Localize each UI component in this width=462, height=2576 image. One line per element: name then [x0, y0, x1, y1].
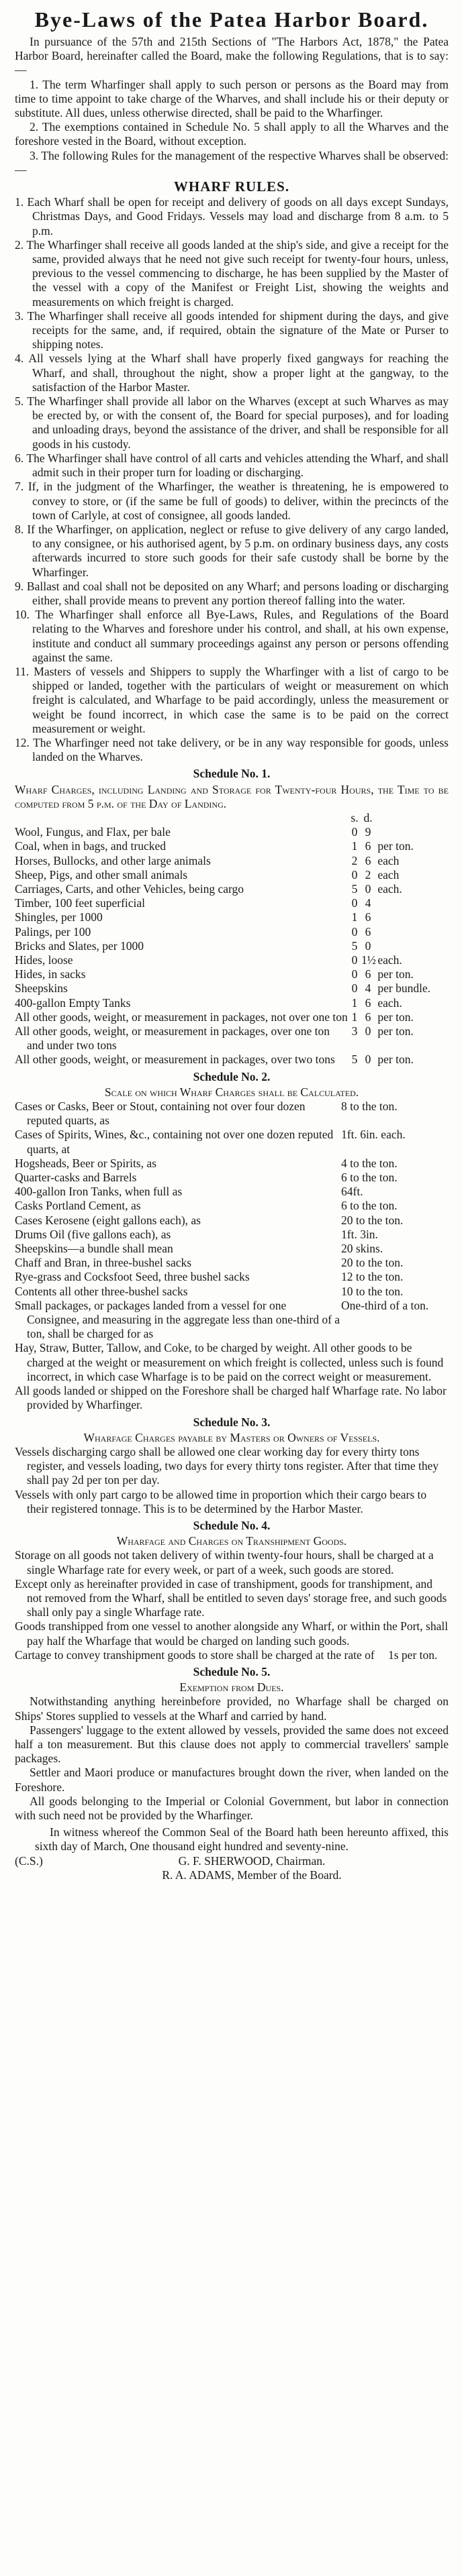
schedule-1-table	[15, 825, 449, 1067]
schedule-2-equivalent: 6 to the ton.	[341, 1171, 398, 1185]
schedule-1-item: Coal, when in bags, and trucked	[15, 839, 167, 853]
schedule-2-equivalent: 1ft. 3in.	[341, 1227, 378, 1241]
schedule-1-item: Sheepskins	[15, 981, 68, 996]
schedule-2-intro: Scale on which Wharf Charges shall be Calculated.	[104, 1085, 359, 1099]
schedule-1-row	[15, 1010, 449, 1024]
pence-value: 9	[365, 825, 371, 839]
wharf-rule: 9. Ballast and coal shall not be deposited on any Wharf; and persons loading or discharging either, shall provide means to prevent any portion thereof falling into the water.	[15, 579, 449, 607]
shillings-value: 5	[351, 881, 358, 896]
schedule-1-row	[15, 953, 449, 967]
schedule-2-equivalent: 1ft. 6in. each.	[341, 1128, 406, 1142]
cartage-row	[15, 1648, 449, 1662]
shillings-value: 0	[351, 967, 358, 981]
schedule-2-equivalent: 6 to the ton.	[341, 1199, 398, 1213]
regulation-1: 1. The term Wharfinger shall apply to such person or persons as the Board may from time to time appoint to take charge of the Wharves, and shall include his or their deputy or substitute. All dues, unless otherwise directed, shall be paid to the Wharfinger.	[15, 77, 449, 120]
schedule-1-column-header	[15, 811, 449, 825]
schedule-2-item: Cases or Casks, Beer or Stout, containing not over four dozen reputed quarts, as	[15, 1099, 306, 1128]
schedule-4-heading: Schedule No. 4.	[193, 1518, 271, 1532]
schedule-4-para: Goods transhipped from one vessel to another alongside any Wharf, or within the Port, shall pay half the Wharfage that would be charged on landing such goods.	[15, 1619, 449, 1648]
shillings-value: 5	[351, 1053, 358, 1067]
shillings-value: 5	[351, 938, 358, 953]
shillings-value: 1	[351, 839, 358, 853]
schedule-3-heading: Schedule No. 3.	[193, 1415, 271, 1429]
charge-unit: each.	[377, 881, 402, 896]
charge-unit: per ton.	[377, 1010, 414, 1024]
schedule-2-item: Drums Oil (five gallons each), as	[15, 1227, 171, 1241]
schedule-1-row	[15, 854, 449, 868]
schedule-2-item: Contents all other three-bushel sacks	[15, 1284, 188, 1298]
shillings-value: 2	[351, 853, 358, 867]
pence-value: 6	[365, 853, 371, 867]
shillings-value: 0	[351, 825, 358, 839]
regulation-3: 3. The following Rules for the management of the respective Wharves shall be observed:—	[15, 148, 449, 176]
schedule-2-equivalent: One-third of a ton.	[341, 1298, 429, 1312]
schedule-5-heading: Schedule No. 5.	[193, 1664, 271, 1678]
pence-value: 6	[365, 910, 371, 924]
wharf-rule: 8. If the Wharfinger, on application, neglect or refuse to give delivery of any cargo landed, to any consignee, or his authorised agent, by 5 p.m. on ordinary business days, any costs afterwards incurred to store such goods for their safe custody shall be borne by the Wharfinger.	[15, 522, 449, 579]
schedule-4-intro: Wharfage and Charges on Transhipment Goods.	[116, 1534, 347, 1548]
schedule-1-row	[15, 967, 449, 981]
schedule-5-para: All goods belonging to the Imperial or Colonial Government, but labor in connection with such need not be provided by the Wharfinger.	[15, 1794, 449, 1822]
schedule-1-item: All other goods, weight, or measurement in packages, over one ton and under two tons	[15, 1024, 330, 1053]
schedule-1-heading: Schedule No. 1.	[193, 767, 271, 781]
pence-value: 0	[365, 1053, 371, 1067]
signature-block	[15, 1854, 449, 1868]
schedule-1-row	[15, 981, 449, 996]
schedule-5-para: Notwithstanding anything hereinbefore provided, no Wharfage shall be charged on Ships' Stores supplied to vessels at the Wharf and carried by hand.	[15, 1695, 449, 1723]
schedule-1-row	[15, 939, 449, 953]
shillings-value: 3	[351, 1024, 358, 1038]
pence-value: 0	[365, 881, 371, 896]
shillings-header: s.	[351, 810, 359, 824]
pence-value: 6	[365, 839, 371, 853]
schedule-1-item: All other goods, weight, or measurement in packages, not over one ton	[15, 1010, 348, 1024]
shillings-value: 1	[351, 996, 358, 1010]
schedule-1-intro: Wharf Charges, including Landing and Storage for Twenty-four Hours, the Time to be computed from 5 p.m. of the Day of Landing.	[15, 782, 449, 810]
pence-value: 1½	[361, 953, 376, 967]
preamble: In pursuance of the 57th and 215th Sections of "The Harbors Act, 1878," the Patea Harbor Board, hereinafter called the Board, make the following Regulations, that is to say:—	[15, 35, 449, 77]
pence-value: 4	[365, 981, 371, 996]
schedule-4-para: Except only as hereinafter provided in case of transhipment, goods for transhipment, and not removed from the Wharf, shall be entitled to seven days' storage free, and such goods shall only pay a single Wharfage rate.	[15, 1576, 447, 1619]
schedule-1-row	[15, 825, 449, 839]
schedule-2-item: Sheepskins—a bundle shall mean	[15, 1242, 173, 1256]
schedule-1-item: Hides, loose	[15, 953, 73, 967]
pence-value: 6	[365, 996, 371, 1010]
schedule-1-item: Timber, 100 feet superficial	[15, 896, 146, 910]
schedule-4-para: Storage on all goods not taken delivery of within twenty-four hours, shall be charged at a single Wharfage rate for every week, or part of a week, such goods are stored.	[15, 1548, 434, 1576]
schedule-3-para: Vessels with only part cargo to be allowed time in proportion which their cargo bears to their registered tonnage. This is to be determined by the Harbor Master.	[15, 1487, 427, 1515]
pence-value: 2	[365, 867, 371, 881]
schedule-1-item: Carriages, Carts, and other Vehicles, being cargo	[15, 881, 244, 896]
shillings-value: 0	[351, 867, 358, 881]
schedule-2-item: Quarter-casks and Barrels	[15, 1171, 137, 1185]
charge-unit: per ton.	[377, 839, 414, 853]
schedule-1-row	[15, 868, 449, 882]
charge-unit: each.	[377, 953, 402, 967]
charge-unit: each	[377, 853, 400, 867]
cartage-rate: 1s per ton.	[388, 1648, 438, 1662]
wharf-rule: 5. The Wharfinger shall provide all labor on the Wharves (except at such Wharves as may be erected by, or with the consent of, the Board for special purposes), and for loading and unloading drays, beyond the assistance of the driver, and shall be responsible for all goods in his custody.	[15, 394, 449, 451]
charge-unit: per bundle.	[377, 981, 431, 996]
schedule-2-item: Chaff and Bran, in three-bushel sacks	[15, 1256, 192, 1270]
pence-value: 6	[365, 1010, 371, 1024]
schedule-1-item: All other goods, weight, or measurement in packages, over two tons	[15, 1053, 335, 1067]
schedule-2-equivalent: 12 to the ton.	[341, 1270, 404, 1284]
pence-value: 0	[365, 1024, 371, 1038]
attestation: In witness whereof the Common Seal of the Board hath been hereunto affixed, this sixth day of March, One thousand eight hundred and seventy-nine.	[35, 1825, 449, 1854]
wharf-rule: 11. Masters of vessels and Shippers to supply the Wharfinger with a list of cargo to be shipped or landed, together with the particulars of weight or measurement on which freight is calculated, and Wharfage to be paid accordingly, unless the measurement or weight be found incorrect, in which case the same is to be paid on the correct measurement or weight.	[15, 664, 449, 735]
schedule-2-equivalent: 8 to the ton.	[341, 1099, 398, 1114]
schedule-3-intro: Wharfage Charges payable by Masters or Owners of Vessels.	[83, 1430, 380, 1444]
schedule-2-row	[15, 1185, 449, 1199]
pence-value: 6	[365, 924, 371, 938]
regulation-2: 2. The exemptions contained in Schedule No. 5 shall apply to all the Wharves and the foreshore vested in the Board, without exception.	[15, 120, 449, 148]
wharf-rule: 1. Each Wharf shall be open for receipt and delivery of goods on all days except Sundays, Christmas Days, and Good Fridays. Vessels may load and discharge from 8 a.m. to 5 p.m.	[15, 195, 449, 237]
schedule-1-row	[15, 996, 449, 1010]
schedule-2-equivalent: 20 to the ton.	[341, 1256, 404, 1270]
pence-header: d.	[363, 810, 373, 824]
shillings-value: 0	[351, 896, 358, 910]
wharf-rule: 12. The Wharfinger need not take delivery, or be in any way responsible for goods, unless landed on the Wharves.	[15, 735, 449, 764]
schedule-1-row	[15, 882, 449, 896]
schedule-2-equivalent: 4 to the ton.	[341, 1156, 398, 1170]
wharf-rule: 4. All vessels lying at the Wharf shall have properly fixed gangways for reaching the Wharf, and shall, throughout the night, show a proper light at the gangway, to the satisfaction of the Harbor Master.	[15, 352, 449, 394]
schedule-2-row	[15, 1157, 449, 1171]
schedule-2-item: Cases Kerosene (eight gallons each), as	[15, 1213, 201, 1227]
schedule-2-item: 400-gallon Iron Tanks, when full as	[15, 1185, 183, 1199]
schedule-3-para: Vessels discharging cargo shall be allowed one clear working day for every thirty tons register, and vessels loading, two days for every thirty tons register. After that time they shall pay 2d per ton per day.	[15, 1444, 439, 1487]
page-title: Bye-Laws of the Patea Harbor Board.	[34, 7, 429, 32]
pence-value: 6	[365, 967, 371, 981]
schedule-5-para: Settler and Maori produce or manufactures brought down the river, when landed on the Foreshore.	[15, 1766, 449, 1794]
wharf-rule: 10. The Wharfinger shall enforce all Bye-Laws, Rules, and Regulations of the Board relating to the Wharves and foreshore under his control, and shall, at his own expense, institute and conduct all summary proceedings against any person or persons offending against the same.	[15, 608, 449, 664]
charge-unit: per ton.	[377, 967, 414, 981]
schedule-2-equivalent: 10 to the ton.	[341, 1284, 404, 1298]
wharf-rule: 3. The Wharfinger shall receive all goods intended for shipment during the days, and give receipts for the same, and, if required, obtain the signature of the Mate or Purser to shipping notes.	[15, 309, 449, 352]
schedule-2-item: Hogsheads, Beer or Spirits, as	[15, 1156, 156, 1170]
schedule-2-row	[15, 1270, 449, 1284]
schedule-1-item: Palings, per 100	[15, 924, 91, 938]
schedule-2-item: Casks Portland Cement, as	[15, 1199, 141, 1213]
schedule-1-item: Sheep, Pigs, and other small animals	[15, 867, 188, 881]
shillings-value: 0	[351, 981, 358, 996]
schedule-2-heading: Schedule No. 2.	[193, 1069, 271, 1083]
schedule-2-table	[15, 1099, 449, 1341]
schedule-2-note: Hay, Straw, Butter, Tallow, and Coke, to be charged by weight. All other goods to be charged at the weight or measurement on which freight is collected, unless such is found incorrect, in which case Wharfage is to be paid on the correct weight or measurement.	[15, 1341, 444, 1383]
schedule-2-note: All goods landed or shipped on the Foreshore shall be charged half Wharfage rate. No labor provided by Wharfinger.	[15, 1384, 447, 1412]
schedule-1-item: Horses, Bullocks, and other large animals	[15, 853, 211, 867]
schedule-1-row	[15, 910, 449, 924]
pence-value: 0	[365, 938, 371, 953]
common-seal-mark: (C.S.)	[15, 1854, 43, 1868]
schedule-2-row	[15, 1242, 449, 1256]
schedule-5-intro: Exemption from Dues.	[179, 1680, 284, 1695]
charge-unit: each.	[377, 996, 402, 1010]
schedule-2-row	[15, 1285, 449, 1299]
schedule-2-item: Cases of Spirits, Wines, &c., containing not over one dozen reputed quarts, at	[15, 1128, 334, 1156]
schedule-5-para: Passengers' luggage to the extent allowed by vessels, provided the same does not exceed half a ton measurement. But this clause does not apply to commercial travellers' sample packages.	[15, 1723, 449, 1766]
schedule-2-row	[15, 1228, 449, 1242]
schedule-1-row	[15, 839, 449, 853]
schedule-1-row	[15, 1024, 449, 1053]
shillings-value: 0	[351, 924, 358, 938]
schedule-1-row	[15, 925, 449, 939]
schedule-2-row	[15, 1299, 449, 1342]
schedule-2-item: Small packages, or packages landed from a vessel for one Consignee, and measuring in the aggregate less than one-third of a ton, shall be charged for as	[15, 1298, 340, 1341]
shillings-value: 1	[351, 1010, 358, 1024]
pence-value: 4	[365, 896, 371, 910]
schedule-1-row	[15, 896, 449, 910]
schedule-2-row	[15, 1214, 449, 1228]
schedule-2-row	[15, 1256, 449, 1270]
schedule-4-para: Cartage to convey transhipment goods to store shall be charged at the rate of	[15, 1648, 375, 1662]
schedule-2-equivalent: 20 skins.	[341, 1242, 383, 1256]
schedule-1-item: Wool, Fungus, and Flax, per bale	[15, 825, 171, 839]
schedule-2-equivalent: 20 to the ton.	[341, 1213, 404, 1227]
shillings-value: 1	[351, 910, 358, 924]
charge-unit: each	[377, 867, 400, 881]
signatory: R. A. ADAMS, Member of the Board.	[162, 1868, 342, 1882]
schedule-2-equivalent: 64ft.	[341, 1185, 363, 1199]
charge-unit: per ton.	[377, 1053, 414, 1067]
schedule-1-item: Shingles, per 1000	[15, 910, 103, 924]
schedule-2-row	[15, 1171, 449, 1185]
schedule-2-row	[15, 1199, 449, 1213]
wharf-rules-heading: WHARF RULES.	[173, 178, 290, 195]
schedule-2-row	[15, 1099, 449, 1128]
wharf-rule: 6. The Wharfinger shall have control of all carts and vehicles attending the Wharf, and shall admit such in their proper turn for loading or discharging.	[15, 451, 449, 480]
wharf-rule: 7. If, in the judgment of the Wharfinger, the weather is threatening, he is empowered to convey to store, or (if the same be full of goods) to deliver, within the precincts of the town of Carlyle, at cost of consignee, all goods landed.	[15, 480, 449, 522]
schedule-2-row	[15, 1128, 449, 1156]
schedule-1-item: 400-gallon Empty Tanks	[15, 996, 131, 1010]
shillings-value: 0	[351, 953, 358, 967]
schedule-1-item: Bricks and Slates, per 1000	[15, 938, 144, 953]
signature-block	[15, 1868, 449, 1882]
wharf-rule: 2. The Wharfinger shall receive all goods landed at the ship's side, and give a receipt for the same, provided always that he need not give such receipt for twenty-four hours, unless, previous to the vessel commencing to discharge, he has been supplied by the Master of the vessel with a copy of the Manifest or Freight List, showing the weights and measurements on which freight is charged.	[15, 237, 449, 309]
schedule-1-item: Hides, in sacks	[15, 967, 86, 981]
schedule-1-intro-row	[15, 783, 449, 811]
signatory: G. F. SHERWOOD, Chairman.	[178, 1854, 326, 1868]
charge-unit: per ton.	[377, 1024, 414, 1038]
schedule-1-row	[15, 1053, 449, 1067]
schedule-2-item: Rye-grass and Cocksfoot Seed, three bushel sacks	[15, 1270, 250, 1284]
